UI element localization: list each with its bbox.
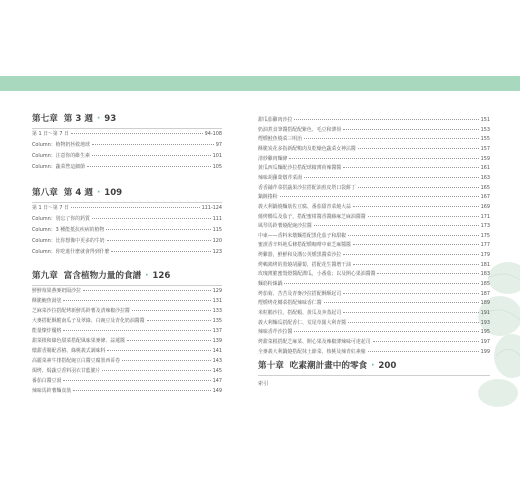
toc-entry-page: 195 xyxy=(480,329,490,336)
toc-entry-title: 燒烤櫛瓜及茄子，搭配蜜柑醬香醬藤麻芝麻油醬醬 xyxy=(258,213,366,220)
toc-entry-page: 161 xyxy=(480,165,490,172)
toc-entry-page: 171 xyxy=(480,213,490,220)
toc-entry[interactable]: 番茄白醬豆湯 147 xyxy=(32,378,222,384)
toc-entry[interactable]: 第 1 日～第 7 日 111-124 xyxy=(32,205,222,211)
toc-entry[interactable] xyxy=(258,253,490,258)
toc-entry[interactable]: 辣味馬鈴薯麵食筋 149 xyxy=(32,388,222,394)
toc-entry-title: 烤茄菊、苦苦及青麥沙拉搭配酥酥起司 xyxy=(258,290,342,297)
toc-entry[interactable]: Column：比你想像中更多的牛奶 120 xyxy=(32,238,222,244)
toc-entry-page: 151 xyxy=(480,117,490,123)
toc-entry-page: 185 xyxy=(480,281,490,288)
toc-entry-title: 義大利鍋燒麵筋佐豆腐、番茄甜青菜燒大蒜 xyxy=(258,203,351,210)
toc-entry[interactable]: Column：注意你的維生素 101 xyxy=(32,153,222,159)
toc-entry-title: 麵筋粉絲鍋 xyxy=(258,281,283,288)
toc-entry[interactable]: 酥脆鮑魚湯塗 131 xyxy=(32,298,222,304)
toc-entry[interactable] xyxy=(258,321,490,326)
toc-entry[interactable] xyxy=(258,282,490,287)
toc-entry-title: 烤雞器，鮮鮮和及溝公英燻黑醬菜沙拉 xyxy=(258,252,342,259)
toc-entry-page: 183 xyxy=(480,271,490,278)
toc-entry[interactable]: Column：蔬菜營這細節 105 xyxy=(32,164,222,170)
toc-entry[interactable] xyxy=(258,234,490,239)
toc-entry[interactable]: 大麥搭配酥脆南瓜子及翠綠、白豌豆及青化奶油醬醬 135 xyxy=(32,318,222,324)
toc-entry[interactable] xyxy=(258,195,490,200)
toc-entry-title: 酥脆炭花多指新配鴨肉及乾燥色蔬菜女神沾醬 xyxy=(258,145,356,152)
divider xyxy=(32,285,222,286)
chapter-8-heading[interactable]: 第八章 第 4 週 · 109 xyxy=(32,188,123,198)
toc-entry[interactable] xyxy=(258,215,490,220)
toc-entry[interactable] xyxy=(258,350,490,355)
toc-entry[interactable] xyxy=(258,137,490,142)
toc-entry-title: 烤甜菜根搭配芝麻菜、開心果及辣椒薄辣味可達起司 xyxy=(258,339,371,345)
toc-entry[interactable] xyxy=(258,243,490,248)
toc-entry[interactable]: Column：你吃進什麼就會得到什麼 123 xyxy=(32,249,222,255)
toc-entry-page: 157 xyxy=(480,145,490,152)
toc-entry[interactable] xyxy=(258,157,490,162)
toc-entry-page: 187 xyxy=(480,290,490,297)
toc-entry-title: 煙燻烤花椰菜搭配辣味香仁醬 xyxy=(258,300,322,307)
header-accent-bar xyxy=(0,76,520,91)
toc-entry-page: 153 xyxy=(480,126,490,133)
toc-entry[interactable]: 芝麻菜沙拉搭配烤新鮮馬鈴薯及清辣椒沙拉醬 133 xyxy=(32,308,222,314)
toc-entry[interactable] xyxy=(258,224,490,229)
toc-entry[interactable] xyxy=(258,292,490,297)
toc-entry-page: 155 xyxy=(480,136,490,143)
toc-entry[interactable] xyxy=(258,330,490,335)
toc-entry-title: 甜瓜茄雞肉沙拉 xyxy=(258,117,293,123)
toc-entry[interactable]: 第 1 日～第 7 日 94-108 xyxy=(32,131,222,137)
toc-entry-page: 159 xyxy=(480,155,490,162)
toc-entry-title: 義大利麵瓜搭配香仁、荒尾草羅大利青醬 xyxy=(258,319,347,326)
toc-entry[interactable] xyxy=(258,301,490,306)
toc-entry[interactable] xyxy=(258,311,490,316)
toc-entry-title: 黃瓜西瓜麵配沙拉搭配球椒薄荷辣醬醬 xyxy=(258,165,342,172)
divider xyxy=(32,128,222,129)
toc-entry[interactable] xyxy=(258,186,490,191)
toc-entry[interactable]: 焗烤、焗蔬豆香料羽衣甘藍脆片 145 xyxy=(32,368,222,374)
toc-entry-title: 米粒鵝沙拉，搭配蝦、黃瓜及奔蒸起司 xyxy=(258,310,342,316)
chapter-7-heading[interactable]: 第七章 第 3 週 · 93 xyxy=(32,114,117,124)
toc-entry-page: 165 xyxy=(480,184,490,191)
toc-entry[interactable] xyxy=(258,176,490,181)
toc-entry-title: 鍋鏟捲粉 xyxy=(258,194,278,201)
toc-entry[interactable] xyxy=(258,118,490,123)
toc-entry[interactable] xyxy=(258,166,490,171)
toc-entry[interactable] xyxy=(258,272,490,277)
toc-entry-title: 烤鵪鶉烤的墨燒胡蘿蔔，搭配花生醬增干油 xyxy=(258,261,351,268)
toc-entry-page: 169 xyxy=(480,203,490,210)
toc-entry[interactable]: 能量燦炸優格 137 xyxy=(32,328,222,334)
toc-entry-page: 177 xyxy=(480,242,490,249)
toc-entry[interactable]: 高麗菜素牛排搭配豌豆白醬豆腐墨西哥卷 143 xyxy=(32,358,222,364)
chapter-10-heading[interactable]: 第十章 吃素潮計畫中的零食 · 200 xyxy=(258,361,397,371)
toc-entry-title: 辣味香芹沙拉醬 xyxy=(258,329,293,336)
toc-entry[interactable]: Column：別忘了你的鈣質 111 xyxy=(32,216,222,222)
toc-entry-title: 清炒雞肉麵條 xyxy=(258,155,288,162)
chapter-9-heading[interactable]: 第九章 富含植物力量的食譜 · 126 xyxy=(32,271,171,281)
toc-entry[interactable] xyxy=(258,340,490,345)
toc-entry[interactable]: 鮮鮮莓果燕麥奶隔沙拉 129 xyxy=(32,288,222,294)
toc-entry-title: 蜜漬香辛料地瓜條搭配燻咖啡中東芝麻醬醬 xyxy=(258,242,351,249)
toc-entry-title: 煙燻鮭魚燒菜三明治 xyxy=(258,136,303,143)
toc-entry[interactable] xyxy=(258,147,490,152)
toc-entry-page: 173 xyxy=(480,223,490,230)
toc-entry-title: 香香鋪芹菜搭蔬果沙拉搭配油煎皮塔口袋餅丁 xyxy=(258,184,356,191)
toc-entry[interactable]: 甜菜根和綠色甜菜搭配風味果麥條、蒜蓮醬 139 xyxy=(32,338,222,344)
toc-entry[interactable]: 燉甜香腸配香椿、綠桃義式調味料 141 xyxy=(32,348,222,354)
toc-entry-page: 179 xyxy=(480,252,490,259)
toc-entry[interactable]: Column：3 種能抵抗疾病的植物 115 xyxy=(32,227,222,233)
toc-entry-page: 191 xyxy=(480,310,490,316)
toc-entry-title: 玫瑰薄脆蜜殼燈醬配溝瓜，小番茄；以及開心果油醬醬 xyxy=(258,271,376,278)
toc-entry-title: 奶油煮食筆醬搭配配紫色、毛豆和薄荷 xyxy=(258,126,342,133)
index-link[interactable]: 索引 xyxy=(258,381,269,387)
toc-entry[interactable] xyxy=(258,128,490,133)
toc-entry-title: 風琴馬鈴薯燒配豌沙拉醬 xyxy=(258,223,312,230)
toc-entry-title: 辣味胡蘿蔔燉芹菜湯 xyxy=(258,174,303,181)
toc-entry-page: 175 xyxy=(480,232,490,239)
toc-entry[interactable]: Column：植物奶拯救地球 97 xyxy=(32,142,222,148)
toc-entry[interactable] xyxy=(258,205,490,210)
toc-entry-page: 199 xyxy=(480,348,490,355)
toc-entry-page: 193 xyxy=(480,319,490,326)
toc-entry-title: 中東——香料米燉麵搭配黑化茄子和甜椒 xyxy=(258,232,347,239)
toc-entry-title: 全麥義大利鍋燒搭配抹土節菜，核桃及辣青紅素豬 xyxy=(258,348,366,355)
toc-entry-page: 189 xyxy=(480,300,490,307)
toc-entry[interactable] xyxy=(258,263,490,268)
divider xyxy=(258,375,490,376)
toc-entry-page: 163 xyxy=(480,174,490,181)
toc-entry-page: 197 xyxy=(480,339,490,345)
toc-entry-page: 167 xyxy=(480,194,490,201)
toc-entry-page: 181 xyxy=(480,261,490,268)
divider xyxy=(32,202,222,203)
